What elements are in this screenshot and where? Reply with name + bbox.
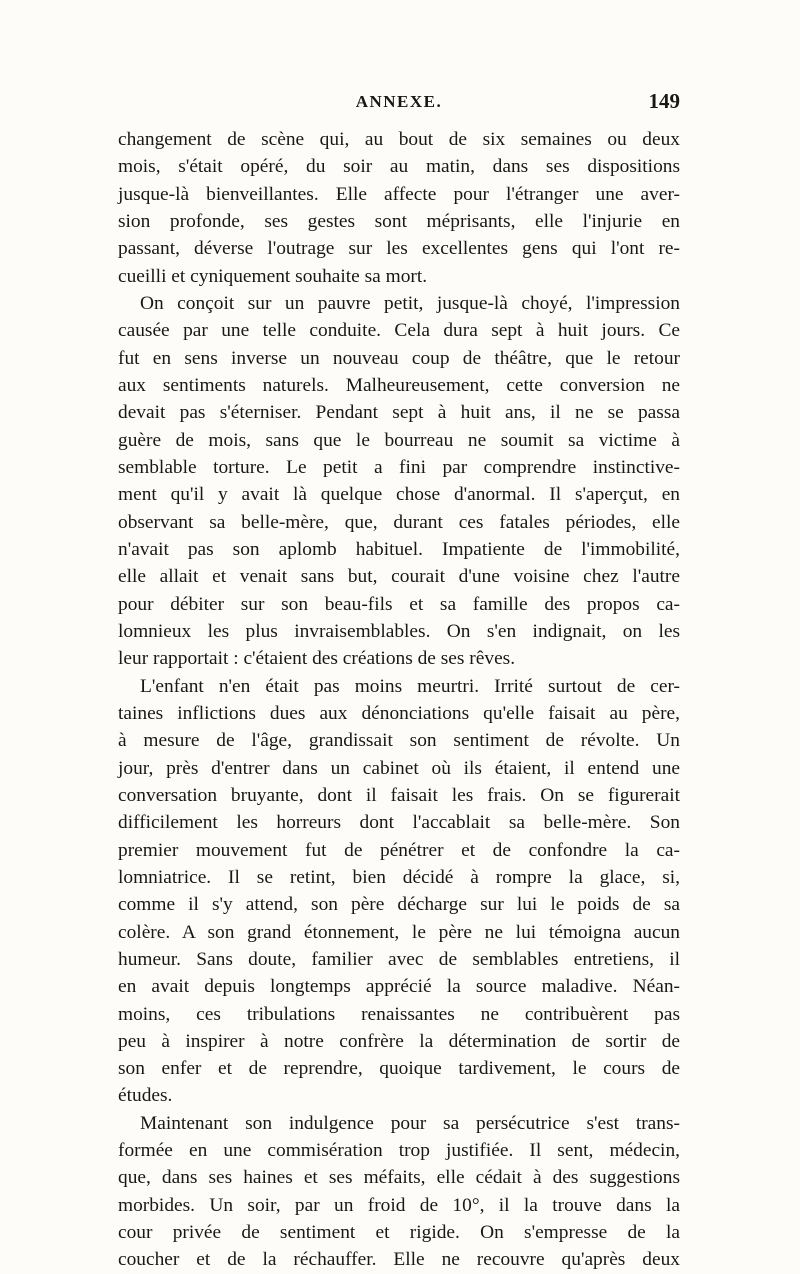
text-line: cour privée de sentiment et rigide. On s'empresse de la [118, 1222, 680, 1244]
text-line: son enfer et de reprendre, quoique tardivement, le cours de [118, 1058, 680, 1080]
text-line: n'avait pas son aplomb habituel. Impatiente de l'immobilité, [118, 538, 680, 560]
text-line: en avait depuis longtemps apprécié la source maladive. Néan- [118, 976, 680, 998]
text-line: ment qu'il y avait là quelque chose d'anormal. Il s'aperçut, en [118, 484, 680, 506]
text-line: comme il s'y attend, son père décharge sur lui le poids de sa [118, 894, 680, 916]
text-line: observant sa belle-mère, que, durant ces fatales périodes, elle [118, 511, 680, 533]
text-line: pour débiter sur son beau-fils et sa famille des propos ca- [118, 593, 680, 615]
text-line: jusque-là bienveillantes. Elle affecte pour l'étranger une aver- [118, 183, 680, 205]
text-line: cueilli et cyniquement souhaite sa mort. [118, 265, 428, 287]
running-title: ANNEXE. [355, 92, 443, 111]
text-line: études. [118, 1085, 173, 1107]
text-line: colère. A son grand étonnement, le père ne lui témoigna aucun [118, 921, 680, 943]
text-line: passant, déverse l'outrage sur les excellentes gens qui l'ont re- [118, 238, 680, 260]
text-line: semblable torture. Le petit a fini par comprendre instinctive- [118, 456, 680, 478]
text-line: morbides. Un soir, par un froid de 10°, il la trouve dans la [118, 1194, 680, 1216]
text-line: causée par une telle conduite. Cela dura sept à huit jours. Ce [118, 320, 680, 342]
text-line: devait pas s'éterniser. Pendant sept à huit ans, il ne se passa [118, 402, 680, 424]
text-line: aux sentiments naturels. Malheureusement, cette conversion ne [118, 374, 680, 396]
text-line: L'enfant n'en était pas moins meurtri. Irrité surtout de cer- [140, 675, 680, 697]
text-line: guère de mois, sans que le bourreau ne soumit sa victime à [118, 429, 680, 451]
text-line: taines inflictions dues aux dénonciations qu'elle faisait au père, [118, 702, 680, 724]
text-line: changement de scène qui, au bout de six semaines ou deux [118, 129, 680, 150]
text-line: lomnieux les plus invraisemblables. On s'en indignait, on les [118, 620, 680, 642]
text-line: lomniatrice. Il se retint, bien décidé à rompre la glace, si, [118, 866, 680, 888]
text-line: moins, ces tribulations renaissantes ne contribuèrent pas [118, 1003, 680, 1025]
text-line: Maintenant son indulgence pour sa persécutrice s'est trans- [140, 1112, 680, 1134]
text-line: à mesure de l'âge, grandissait son sentiment de révolte. Un [118, 730, 680, 752]
text-line: sion profonde, ses gestes sont méprisants, elle l'injurie en [118, 210, 680, 232]
text-line: formée en une commisération trop justifiée. Il sent, médecin, [118, 1140, 680, 1162]
body-text [118, 126, 680, 1274]
text-line: jour, près d'entrer dans un cabinet où ils étaient, il entend une [118, 757, 680, 779]
text-line: difficilement les horreurs dont l'accablait sa belle-mère. Son [118, 812, 680, 834]
running-head [118, 89, 680, 118]
text-line: peu à inspirer à notre confrère la détermination de sortir de [118, 1030, 680, 1052]
text-line: fut en sens inverse un nouveau coup de théâtre, que le retour [118, 347, 680, 369]
text-line: premier mouvement fut de pénétrer et de confondre la ca- [118, 839, 680, 861]
text-line: mois, s'était opéré, du soir au matin, dans ses dispositions [118, 156, 680, 178]
text-line: leur rapportait : c'étaient des créations de ses rêves. [118, 648, 516, 670]
text-line: humeur. Sans doute, familier avec de semblables entretiens, il [118, 948, 680, 970]
text-line: coucher et de la réchauffer. Elle ne recouvre qu'après deux [118, 1249, 680, 1271]
text-line: conversation bruyante, dont il faisait les frais. On se figurerait [118, 784, 680, 806]
text-line: elle allait et venait sans but, courait d'une voisine chez l'autre [118, 566, 680, 588]
page-number: 149 [648, 89, 680, 113]
text-line: que, dans ses haines et ses méfaits, elle cédait à des suggestions [118, 1167, 680, 1189]
text-line: On conçoit sur un pauvre petit, jusque-là choyé, l'impression [140, 292, 680, 314]
